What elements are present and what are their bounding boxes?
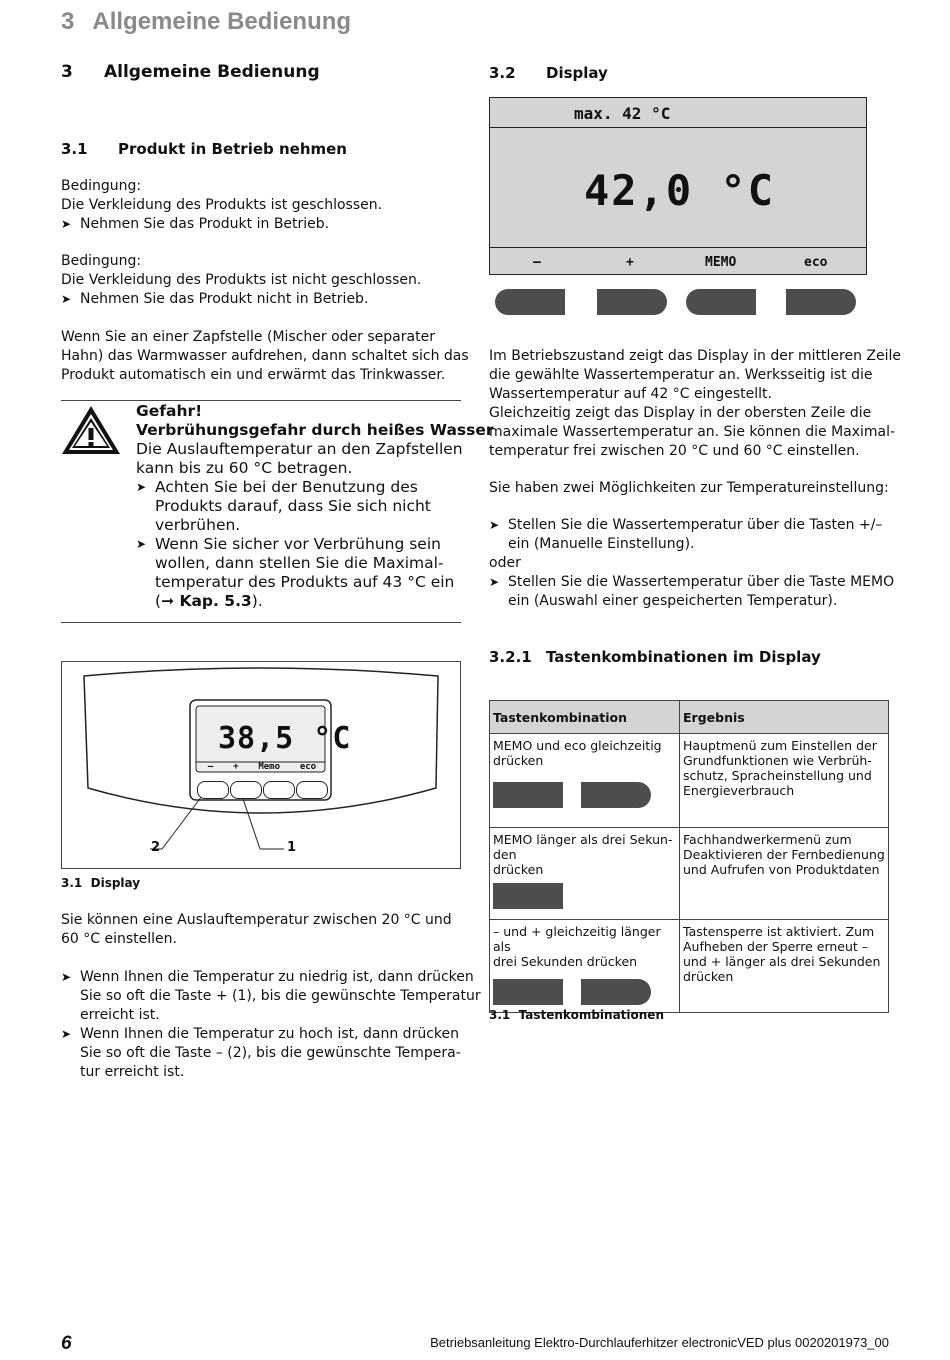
- instruction-too-high: ➤ Wenn Ihnen die Temperatur zu hoch ist, dann drücken Sie so oft die Taste – (2), bis die gewünschte Tempera- tur erreicht ist.: [61, 1026, 461, 1080]
- figure-key-plus: +: [233, 762, 239, 772]
- result-cell: Hauptmenü zum Einstellen der Grundfunktionen wie Verbrüh- schutz, Spracheinstellung und Energieverbrauch: [680, 734, 889, 828]
- display-key-minus: —: [533, 255, 541, 270]
- memo-key-icon: [493, 883, 563, 909]
- arrow-bullet-icon: ➤: [61, 292, 72, 306]
- arrow-bullet-icon: ➤: [489, 575, 500, 589]
- footer-text: Betriebsanleitung Elektro-Durchlauferhitzer electronicVED plus 0020201973_00: [430, 1335, 889, 1350]
- section-3-2-1-number: 3.2.1: [489, 648, 532, 666]
- display-key-memo: MEMO: [705, 255, 737, 270]
- option-memo: ➤ Stellen Sie die Wassertemperatur über die Taste MEMO ein (Auswahl einer gespeicherten Temperatur).: [489, 574, 895, 609]
- running-header-number: 3: [61, 8, 75, 35]
- section-3-1-heading: [61, 140, 347, 158]
- memo-button[interactable]: [686, 289, 756, 315]
- condition-label: Bedingung:: [61, 178, 142, 194]
- condition-block-1: [61, 177, 461, 234]
- options-list: [489, 516, 895, 611]
- table-header-result: Ergebnis: [680, 701, 889, 734]
- callout-1: 1: [287, 840, 297, 855]
- figure-display-value: 38,5 °C: [218, 721, 352, 756]
- warning-top-rule: [61, 400, 461, 401]
- condition-text: Die Verkleidung des Produkts ist geschlossen.: [61, 197, 383, 213]
- figure-key-minus: —: [207, 762, 214, 772]
- section-3-1-number: 3.1: [61, 140, 88, 158]
- arrow-bullet-icon: ➤: [136, 480, 147, 494]
- temperature-instructions: [61, 968, 481, 1082]
- display-key-eco: eco: [804, 255, 828, 270]
- section-3-2-1-title: Tastenkombinationen im Display: [546, 648, 821, 666]
- figure-caption: 3.1 Display: [61, 876, 141, 890]
- display-key-plus: +: [626, 255, 634, 270]
- section-3-heading: [61, 62, 320, 82]
- minus-key-icon: [493, 979, 563, 1005]
- page-number: 6: [61, 1333, 72, 1354]
- table-header-combination: Tastenkombination: [490, 701, 680, 734]
- option-manual: ➤ Stellen Sie die Wassertemperatur über die Tasten +/– ein (Manuelle Einstellung).: [489, 517, 883, 552]
- display-top-divider: [490, 127, 866, 128]
- section-3-2-title: Display: [546, 64, 608, 82]
- arrow-bullet-icon: ➤: [61, 970, 72, 984]
- memo-key-icon: [493, 782, 563, 808]
- callout-2: 2: [151, 840, 161, 855]
- table-row: [490, 734, 889, 828]
- arrow-bullet-icon: ➤: [489, 518, 500, 532]
- arrow-bullet-icon: ➤: [136, 537, 147, 551]
- figure-plus-button[interactable]: [230, 781, 262, 799]
- section-3-1-title: Produkt in Betrieb nehmen: [118, 140, 347, 158]
- result-cell: Tastensperre ist aktiviert. Zum Aufheben der Sperre erneut – und + länger als drei Sekunden drücken: [680, 920, 889, 1013]
- eco-button[interactable]: [786, 289, 856, 315]
- table-row: [490, 828, 889, 920]
- section-3-2-number: 3.2: [489, 64, 516, 82]
- key-combination-table: [489, 700, 889, 1013]
- display-max-line: max. 42 °C: [574, 104, 671, 123]
- arrow-bullet-icon: ➤: [61, 1027, 72, 1041]
- plus-button[interactable]: [597, 289, 667, 315]
- condition-block-2: [61, 252, 461, 309]
- warning-block: Gefahr! Verbrühungsgefahr durch heißes Wasser Die Auslauftemperatur an den Zapfstellen kann bis zu 60 °C betragen. ➤ Achten Sie bei der Benutzung des Produkts darauf, dass Sie sich nicht verbrühen. ➤ Wenn Sie sicher vor Verbrühung sein wollen, dann stellen Sie die Maximal- temperatur des Produkts auf 43 °C ein (➞ Kap. 5.3).: [136, 402, 494, 610]
- section-3-number: 3: [61, 62, 73, 82]
- combo-cell: MEMO länger als drei Sekun- den drücken: [490, 828, 680, 920]
- warning-bullet-1: ➤ Achten Sie bei der Benutzung des Produkts darauf, dass Sie sich nicht verbrühen.: [136, 478, 431, 534]
- options-intro: Sie haben zwei Möglichkeiten zur Temperatureinstellung:: [489, 480, 889, 496]
- section-3-title: Allgemeine Bedienung: [104, 62, 320, 82]
- display-description: Im Betriebszustand zeigt das Display in der mittleren Zeile die gewählte Wassertemperatur an. Werksseitig ist die Wassertemperatur auf 42 °C eingestellt. Gleichzeitig zeigt das Display in der obersten Zeile die maximale Wassertemperatur an. Sie können die Maximal- temperatur frei zwischen 20 °C und 60 °C einstellen.: [489, 348, 902, 459]
- arrow-bullet-icon: ➤: [61, 217, 72, 231]
- warning-title: Gefahr!: [136, 402, 203, 420]
- section-3-2-1-heading: [489, 648, 821, 666]
- instruction-too-low: ➤ Wenn Ihnen die Temperatur zu niedrig ist, dann drücken Sie so oft die Taste + (1), bis die gewünschte Temperatur erreicht ist.: [61, 969, 481, 1023]
- warning-subtitle: Verbrühungsgefahr durch heißes Wasser: [136, 421, 494, 439]
- warning-bullet-2: ➤ Wenn Sie sicher vor Verbrühung sein wollen, dann stellen Sie die Maximal- temperatur des Produkts auf 43 °C ein (➞ Kap. 5.3).: [136, 535, 455, 610]
- minus-button[interactable]: [495, 289, 565, 315]
- figure-key-eco: eco: [299, 762, 317, 772]
- display-bottom-divider: [490, 247, 866, 248]
- running-header-title: Allgemeine Bedienung: [92, 8, 352, 35]
- plus-key-icon: [581, 979, 651, 1005]
- intro-paragraph: Wenn Sie an einer Zapfstelle (Mischer oder separater Hahn) das Warmwasser aufdrehen, dann schaltet sich das Produkt automatisch ein und erwärmt das Trinkwasser.: [61, 329, 469, 383]
- arrow-right-icon: ➞: [161, 592, 180, 610]
- combo-cell: MEMO und eco gleichzeitig drücken: [490, 734, 680, 828]
- table-caption: 3.1 Tastenkombinationen: [489, 1008, 664, 1022]
- table-row: [490, 920, 889, 1013]
- condition-text: Die Verkleidung des Produkts ist nicht geschlossen.: [61, 272, 422, 288]
- condition-label: Bedingung:: [61, 253, 142, 269]
- figure-key-memo: Memo: [258, 762, 281, 772]
- figure-minus-button[interactable]: [197, 781, 229, 799]
- temperature-range-paragraph: Sie können eine Auslauftemperatur zwischen 20 °C und 60 °C einstellen.: [61, 912, 452, 947]
- action-item: ➤ Nehmen Sie das Produkt nicht in Betrieb.: [61, 291, 369, 307]
- running-header: [61, 8, 351, 36]
- combo-cell: – und + gleichzeitig länger als drei Sekunden drücken: [490, 920, 680, 1013]
- chapter-link[interactable]: ➞ Kap. 5.3: [161, 592, 252, 610]
- figure-key-labels: [198, 762, 326, 772]
- warning-triangle-icon: [60, 404, 122, 456]
- display-main-temperature: 42,0 °C: [584, 166, 776, 215]
- figure-eco-button[interactable]: [296, 781, 328, 799]
- oder-text: oder: [489, 555, 521, 571]
- warning-bottom-rule: [61, 622, 461, 623]
- action-item: ➤ Nehmen Sie das Produkt in Betrieb.: [61, 216, 330, 232]
- section-3-2-heading: [489, 64, 608, 82]
- table-header-row: [490, 701, 889, 734]
- figure-memo-button[interactable]: [263, 781, 295, 799]
- result-cell: Fachhandwerkermenü zum Deaktivieren der Fernbedienung und Aufrufen von Produktdaten: [680, 828, 889, 920]
- eco-key-icon: [581, 782, 651, 808]
